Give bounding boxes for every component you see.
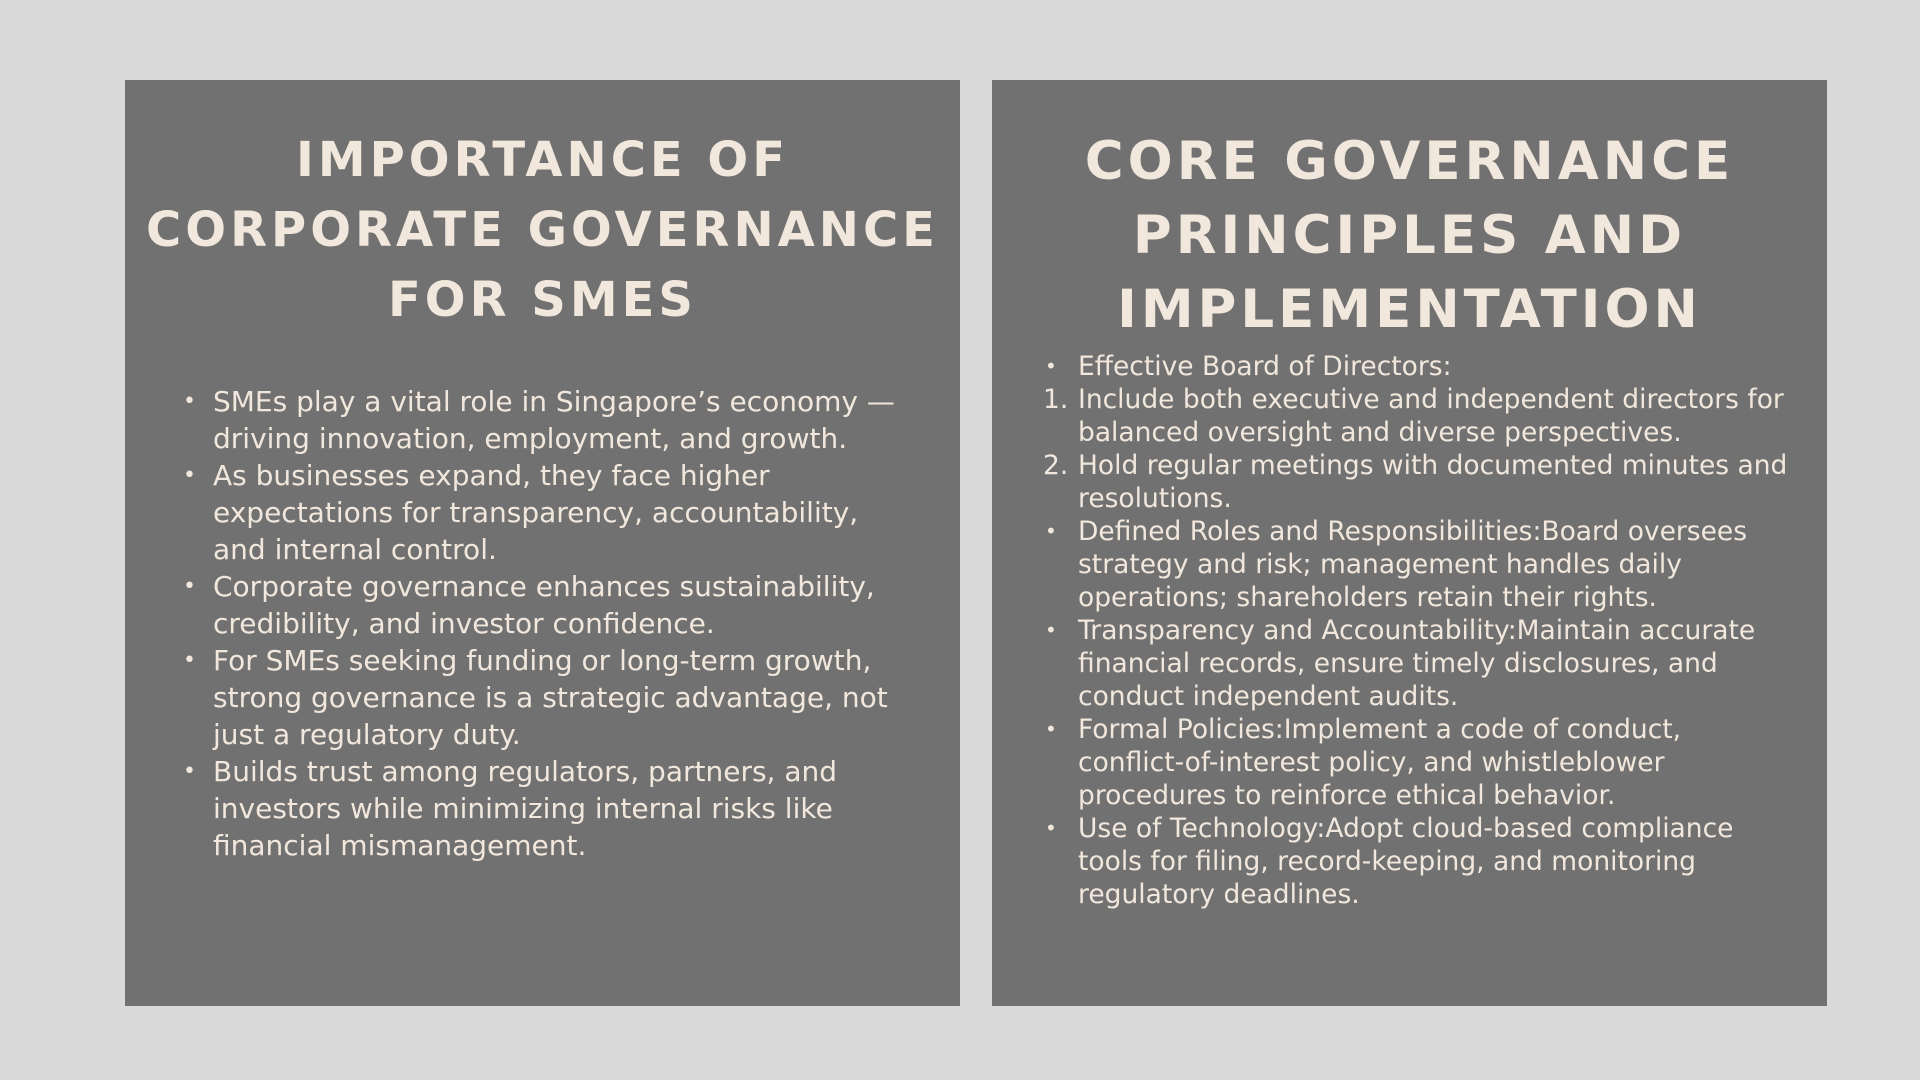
bullet-icon: • bbox=[1045, 816, 1057, 840]
bullet-icon: • bbox=[183, 389, 196, 414]
bullet-icon: • bbox=[183, 574, 196, 599]
bullet-icon: • bbox=[1045, 519, 1057, 543]
list-item-text: Include both executive and independent directors for balanced oversight and diverse perspectives. bbox=[1078, 384, 1784, 448]
bullet-icon: • bbox=[183, 463, 196, 488]
bullet-icon: • bbox=[1045, 618, 1057, 642]
list-item bbox=[183, 753, 903, 864]
bullet-icon: • bbox=[183, 648, 196, 673]
principles-panel bbox=[992, 80, 1827, 1006]
list-item-text: Hold regular meetings with documented minutes and resolutions. bbox=[1078, 450, 1788, 514]
list-item bbox=[1045, 350, 1790, 383]
list-item-text: Use of Technology:Adopt cloud-based compliance tools for filing, record-keeping, and monitoring regulatory deadlines. bbox=[1078, 813, 1734, 910]
list-item-text: Transparency and Accountability:Maintain accurate financial records, ensure timely disclosures, and conduct independent audits. bbox=[1078, 615, 1756, 712]
list-item bbox=[1045, 713, 1790, 812]
list-item-text: Effective Board of Directors: bbox=[1078, 351, 1452, 382]
list-item-text: For SMEs seeking funding or long-term growth, strong governance is a strategic advantage, not just a regulatory duty. bbox=[213, 644, 888, 751]
importance-bullet-list bbox=[183, 383, 903, 864]
list-item-text: SMEs play a vital role in Singapore’s economy — driving innovation, employment, and growth. bbox=[213, 385, 895, 455]
bullet-icon: • bbox=[1045, 354, 1057, 378]
list-item bbox=[1045, 812, 1790, 911]
list-item bbox=[183, 642, 903, 753]
list-item-text: Corporate governance enhances sustainability, credibility, and investor confidence. bbox=[213, 570, 875, 640]
list-number: 2. bbox=[1043, 450, 1069, 481]
numbered-list-item bbox=[1045, 449, 1790, 515]
list-item bbox=[183, 383, 903, 457]
list-item bbox=[183, 568, 903, 642]
bullet-icon: • bbox=[183, 759, 196, 784]
list-item-text: Formal Policies:Implement a code of conduct, conflict-of-interest policy, and whistleblower procedures to reinforce ethical behavior. bbox=[1078, 714, 1682, 811]
principles-title: CORE GOVERNANCE PRINCIPLES AND IMPLEMENTATION bbox=[1084, 131, 1735, 340]
list-item-text: Defined Roles and Responsibilities:Board oversees strategy and risk; management handles daily operations; shareholders retain their rights. bbox=[1078, 516, 1748, 613]
bullet-icon: • bbox=[1045, 717, 1057, 741]
list-item-text: As businesses expand, they face higher expectations for transparency, accountability, and internal control. bbox=[213, 459, 859, 566]
importance-panel bbox=[125, 80, 960, 1006]
list-number: 1. bbox=[1043, 384, 1069, 415]
principles-list bbox=[1045, 350, 1790, 911]
list-item bbox=[1045, 614, 1790, 713]
list-item bbox=[183, 457, 903, 568]
importance-title: IMPORTANCE OF CORPORATE GOVERNANCE FOR SMES bbox=[146, 132, 939, 328]
list-item bbox=[1045, 515, 1790, 614]
numbered-list-item bbox=[1045, 383, 1790, 449]
list-item-text: Builds trust among regulators, partners, and investors while minimizing internal risks like financial mismanagement. bbox=[213, 755, 838, 862]
